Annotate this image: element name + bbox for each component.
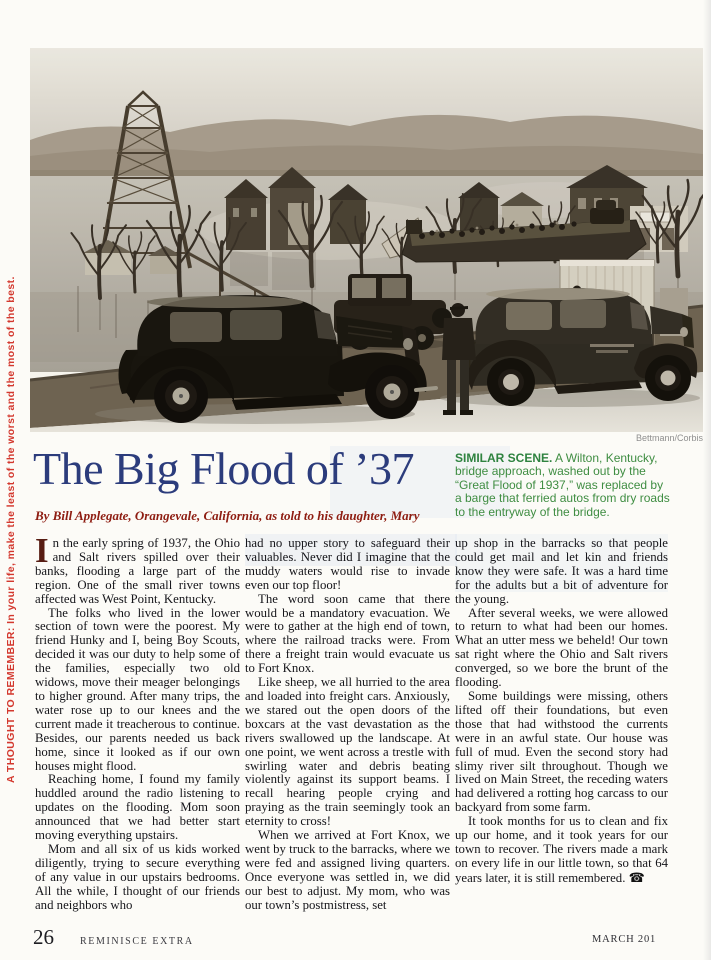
- paragraph: had no upper story to safeguard their valuables. Never did I imagine that the muddy waters would rise to invade even our top floor!: [245, 536, 450, 592]
- magazine-title: REMINISCE EXTRA: [80, 936, 194, 947]
- paragraph: up shop in the barracks so that people could get mail and let kin and friends know they were safe. It was a hard time for the adults but a bit of adventure for the young.: [455, 536, 668, 606]
- drop-cap: I: [35, 531, 49, 570]
- caption-text: A Wilton, Kentucky, bridge approach, washed out by the “Great Flood of 1937,” was replaced by a barge that ferried autos from dry roads to the entryway of the bridge.: [455, 451, 670, 519]
- article-byline: By Bill Applegate, Orangevale, California, as told to his daughter, Mary: [35, 508, 420, 523]
- article-column-2: [245, 537, 450, 912]
- paragraph: [455, 815, 668, 886]
- scan-edge-shadow: [703, 0, 711, 960]
- paragraph: Some buildings were missing, others lifted off their foundations, but even those that had withstood the currents were in an awful state. Our house was full of mud. Even the second story had slimy river silt throughout. Though we lived on Main Street, the receding waters had delivered a rotting hog carcass to our backyard from some farm.: [455, 688, 668, 815]
- paragraph: Reaching home, I found my family huddled around the radio listening to updates on the flooding. Mom soon announced that we had better start moving everything upstairs.: [35, 772, 240, 843]
- paragraph-text: n the early spring of 1937, the Ohio and Salt rivers spilled over their banks, flooding a large part of the region. One of the small river towns affected was West Point, Kentucky.: [35, 536, 240, 606]
- photo-credit: Bettmann/Corbis: [635, 433, 703, 443]
- paragraph: Like sheep, we all hurried to the area and loaded into freight cars. Anxiously, we stared out the open doors of the boxcars at the vast devastation as the rivers swallowed up the landscape. At one point, we went across a trestle with swirling water and debris beating violently against its support beams. I recall hearing people crying and praying as the train seemingly took an eternity to cross!: [245, 675, 450, 829]
- article-column-1: [35, 531, 240, 912]
- flood-photo: [30, 48, 703, 432]
- paragraph: [35, 531, 240, 607]
- paragraph: The folks who lived in the lower section of town were the poorest. My friend Hunky and I, being Boy Scouts, decided it was our duty to help some of the families, especially two old widows, move their meager belongings to higher ground. After many trips, the water rose up to our knees and the current made it treacherous to continue. Besides, our parents needed us back home, since it looked as if our own houses might flood.: [35, 605, 240, 773]
- paragraph-text: It took months for us to clean and fix up our home, and it took years for our town to recover. The rivers made a mark on every life in our little town, so that 64 years later, it is still remembered.: [455, 814, 668, 885]
- paragraph: The word soon came that there would be a mandatory evacuation. We were to gather at the high end of town, where the railroad tracks were. From there a freight train would evacuate us to Fort Knox.: [245, 591, 450, 676]
- paragraph: When we arrived at Fort Knox, we went by truck to the barracks, where we were fed and assigned living quarters. Once everyone was settled in, we did our best to adjust. My mom, who was our town’s postmistress, set: [245, 828, 450, 912]
- page-number: 26: [33, 925, 54, 949]
- issue-date: MARCH 201: [592, 934, 657, 945]
- thought-to-remember-vertical-text: A THOUGHT TO REMEMBER: In your life, make the least of the worst and the most of the best.: [5, 276, 17, 783]
- sepia-overlay: [30, 48, 703, 432]
- article-column-3: [455, 537, 668, 886]
- paragraph: After several weeks, we were allowed to return to what had been our homes. What an utter mess we beheld! Our town sat right where the Ohio and Salt rivers converged, so we bore the brunt of the flooding.: [455, 605, 668, 690]
- end-of-article-phone-icon: ☎: [628, 869, 645, 885]
- article-title: The Big Flood of ’37: [33, 443, 414, 494]
- photo-caption: [455, 452, 671, 519]
- paragraph: Mom and all six of us kids worked diligently, trying to secure everything of any value in our upstairs bedrooms. All the while, I thought of our friends and neighbors who: [35, 841, 240, 912]
- caption-label: SIMILAR SCENE.: [455, 451, 553, 465]
